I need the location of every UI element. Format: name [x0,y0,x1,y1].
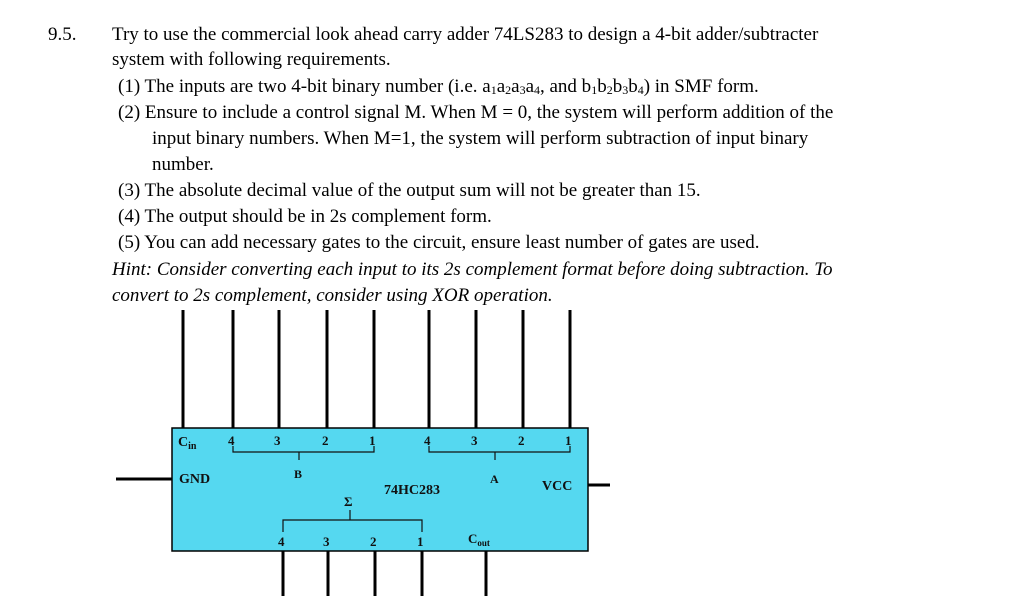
sub-1b: 1 [591,83,598,97]
requirement-4: (4) The output should be in 2s complement form. [118,206,492,227]
req1-text-a: (1) The inputs are two 4-bit binary number (i.e. a [118,76,491,97]
req1-text-i: ) in SMF form. [643,76,759,97]
requirement-5: (5) You can add necessary gates to the circuit, ensure least number of gates are used. [118,232,760,253]
a-pin-4: 4 [424,433,431,448]
requirement-2-line1: (2) Ensure to include a control signal M. When M = 0, the system will perform addition of the [118,102,834,123]
b-pin-2: 2 [322,433,329,448]
req1-text-d: a [525,76,534,97]
problem-number: 9.5. [48,24,77,45]
sigma-label: Σ [344,494,353,509]
a-pin-3: 3 [471,433,478,448]
sub-1: 1 [490,83,497,97]
b-pin-4: 4 [228,433,235,448]
sub-4: 4 [534,83,540,97]
req1-text-f: b [597,76,607,97]
req1-text-g: b [612,76,623,97]
sub-2: 2 [505,83,512,97]
req1-text-b: a [496,76,506,97]
sum-pin-3: 3 [323,534,330,549]
sum-pin-2: 2 [370,534,377,549]
b-pin-3: 3 [274,433,281,448]
requirement-2-line3: number. [152,154,214,175]
sub-4b: 4 [637,83,644,97]
hint-line2: convert to 2s complement, consider using XOR operation. [112,285,553,306]
hint-line1: Hint: Consider converting each input to its 2s complement format before doing subtraction. To [112,259,833,280]
top-input-wires [183,310,570,428]
chip-name: 74HC283 [384,483,440,498]
a-pin-2: 2 [518,433,525,448]
sum-pin-1: 1 [417,534,424,549]
sub-3b: 3 [622,83,629,97]
b-label: B [294,467,303,481]
bottom-output-wires [283,551,486,596]
b-pin-1: 1 [369,433,376,448]
problem-intro-line2: system with following requirements. [112,49,391,70]
requirement-2-line2: input binary numbers. When M=1, the system will perform subtraction of input binary [152,128,809,149]
req1-text-e: , and b [540,76,592,97]
sub-2b: 2 [606,83,613,97]
vcc-label: VCC [542,479,573,494]
req1-text-h: b [628,76,638,97]
requirement-3: (3) The absolute decimal value of the output sum will not be greater than 15. [118,180,701,201]
sum-pin-4: 4 [278,534,285,549]
gnd-label: GND [179,472,211,487]
cout-label: $C_{out}$ [468,531,490,548]
a-pin-1: 1 [565,433,572,448]
cin-label: $C_{in}$ [178,435,197,452]
sub-3: 3 [519,83,526,97]
problem-intro-line1: Try to use the commercial look ahead carry adder 74LS283 to design a 4-bit adder/subtracter [112,24,819,45]
a-label: A [490,472,499,486]
req1-text-c: a [511,76,520,97]
